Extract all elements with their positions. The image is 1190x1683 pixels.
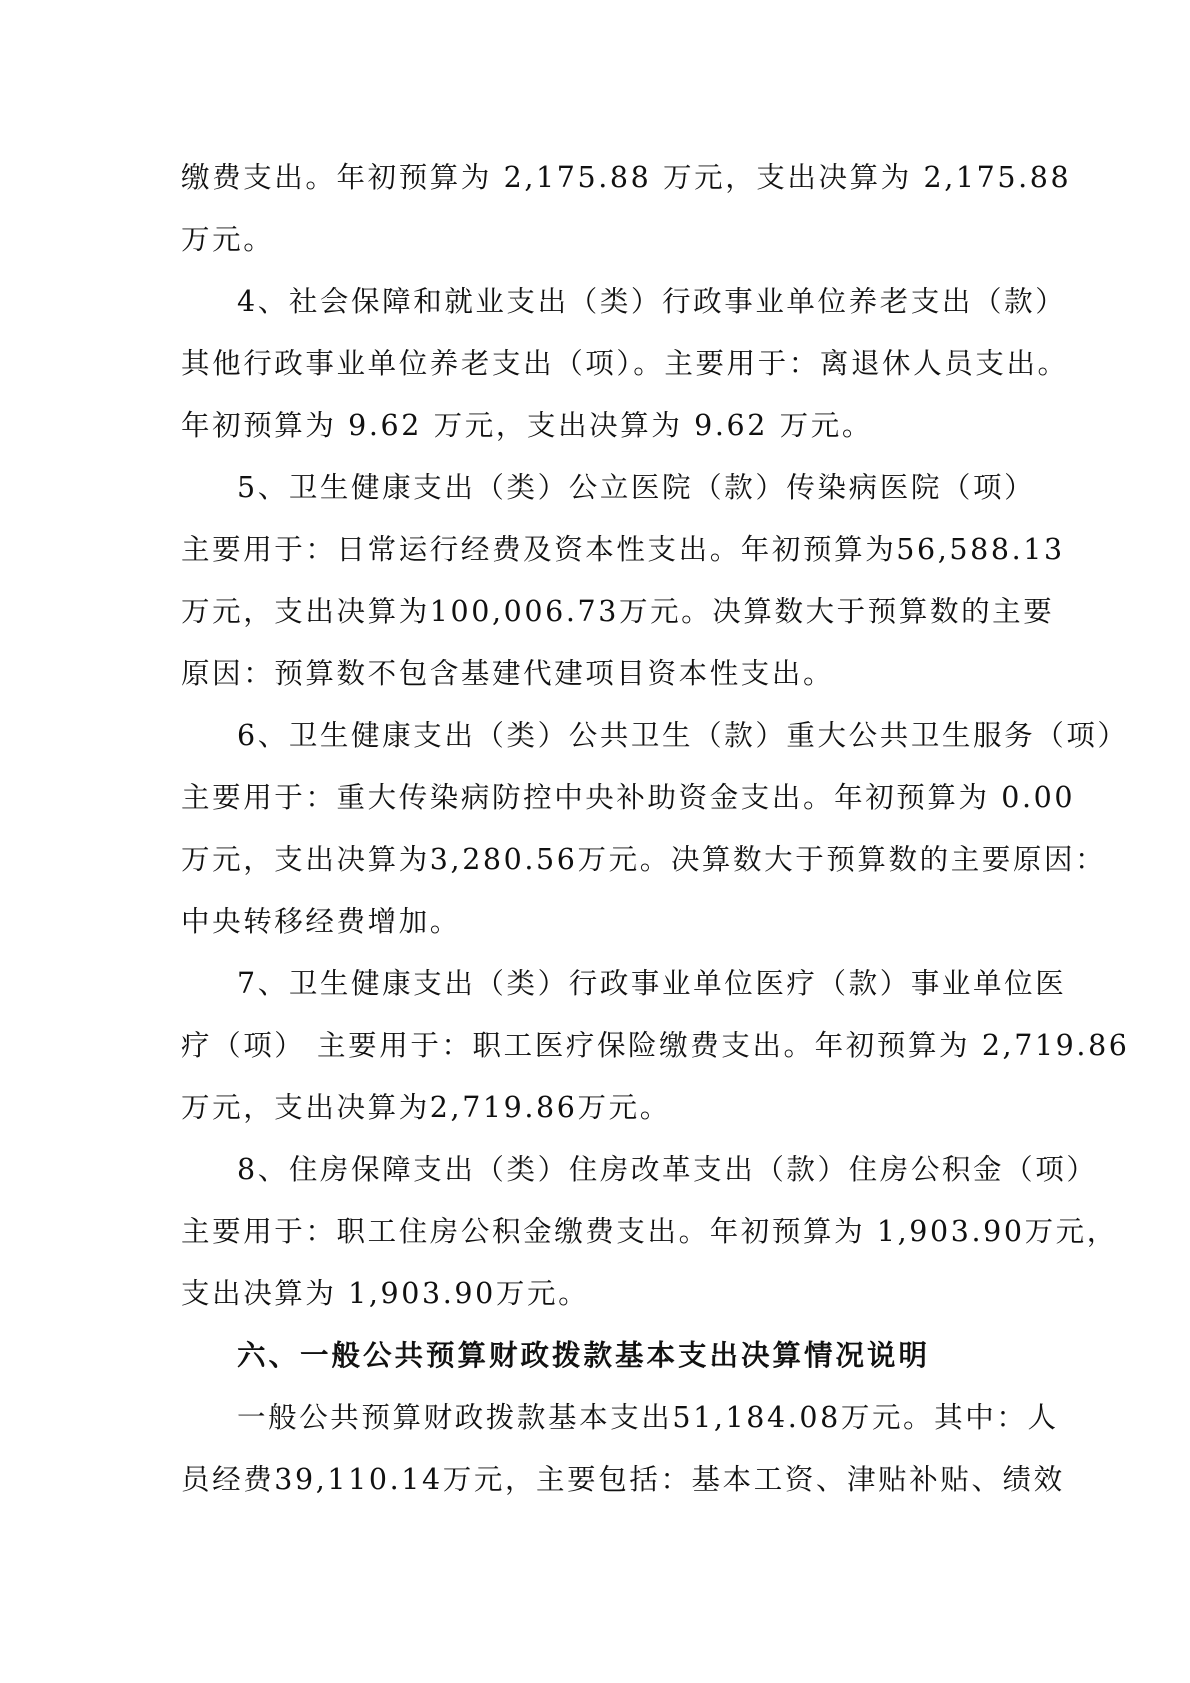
- item-4-line: 其他行政事业单位养老支出（项）。主要用于：离退休人员支出。: [181, 347, 1069, 380]
- item-5-line: 原因：预算数不包含基建代建项目资本性支出。: [181, 657, 835, 690]
- item-5-line: 5、卫生健康支出（类）公立医院（款）传染病医院（项）: [237, 471, 1036, 504]
- item-4-line: 4、社会保障和就业支出（类）行政事业单位养老支出（款）: [237, 285, 1067, 318]
- item-7-line: 7、卫生健康支出（类）行政事业单位医疗（款）事业单位医: [237, 967, 1067, 1000]
- item-7-line: 万元，支出决算为2,719.86万元。: [181, 1091, 671, 1124]
- item-6-line: 中央转移经费增加。: [181, 905, 461, 938]
- paragraph-line: 缴费支出。年初预算为 2,175.88 万元，支出决算为 2,175.88: [181, 161, 1072, 194]
- item-6-line: 万元，支出决算为3,280.56万元。决算数大于预算数的主要原因：: [181, 843, 1107, 876]
- document-body: [181, 147, 1130, 1511]
- item-5-line: 万元，支出决算为100,006.73万元。决算数大于预算数的主要: [181, 595, 1055, 628]
- item-5-line: 主要用于：日常运行经费及资本性支出。年初预算为56,588.13: [181, 533, 1065, 566]
- section-6-line: 员经费39,110.14万元，主要包括：基本工资、津贴补贴、绩效: [181, 1463, 1065, 1496]
- paragraph-line: 万元。: [181, 223, 275, 256]
- section-6-line: 一般公共预算财政拨款基本支出51,184.08万元。其中：人: [237, 1401, 1059, 1434]
- item-8-line: 支出决算为 1,903.90万元。: [181, 1277, 590, 1310]
- item-4-line: 年初预算为 9.62 万元，支出决算为 9.62 万元。: [181, 409, 873, 442]
- item-6-line: 主要用于：重大传染病防控中央补助资金支出。年初预算为 0.00: [181, 781, 1076, 814]
- item-7-line: 疗（项） 主要用于：职工医疗保险缴费支出。年初预算为 2,719.86: [181, 1029, 1130, 1062]
- item-8-line: 8、住房保障支出（类）住房改革支出（款）住房公积金（项）: [237, 1153, 1098, 1186]
- item-8-line: 主要用于：职工住房公积金缴费支出。年初预算为 1,903.90万元，: [181, 1215, 1118, 1248]
- item-6-line: 6、卫生健康支出（类）公共卫生（款）重大公共卫生服务（项）: [237, 719, 1129, 752]
- section-heading: 六、一般公共预算财政拨款基本支出决算情况说明: [237, 1339, 931, 1372]
